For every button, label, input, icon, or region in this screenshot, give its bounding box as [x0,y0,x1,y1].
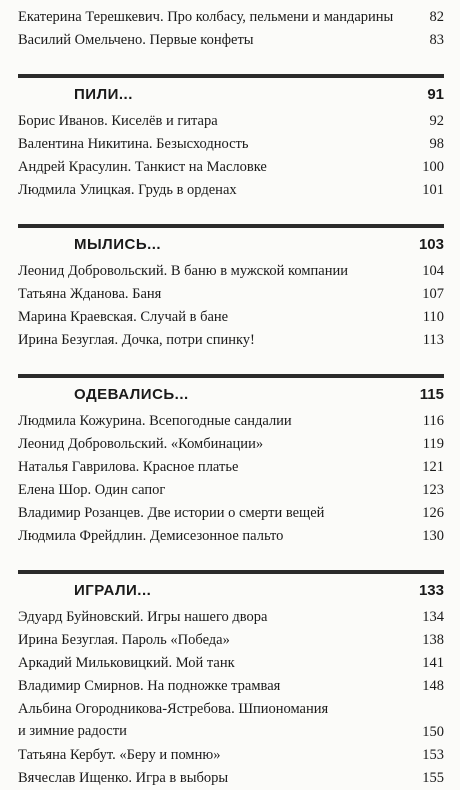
toc-entry [18,329,444,352]
entry-page: 153 [422,747,444,763]
toc-entry [18,156,444,179]
entry-title: Ирина Безуглая. Дочка, потри спинку! [18,332,255,348]
entry-page: 126 [422,505,444,521]
entry-title: Екатерина Терешкевич. Про колбасу, пельмени и мандарины [18,9,394,25]
entry-page: 101 [422,182,444,198]
toc-entry [18,744,444,767]
entry-page: 121 [422,459,444,475]
toc-entry [18,260,444,283]
section-header [18,374,444,410]
section-rule [18,224,444,228]
entry-title: Елена Шор. Один сапог [18,482,166,498]
toc-entry [18,675,444,698]
entry-page: 104 [422,263,444,279]
entry-page: 113 [422,332,444,348]
toc-entry [18,629,444,652]
entry-page: 141 [422,655,444,671]
section-spacer [18,52,444,74]
section-page: 91 [427,86,444,103]
toc-entry [18,306,444,329]
entry-title: Владимир Розанцев. Две истории о смерти вещей [18,505,325,521]
section-rule [18,74,444,78]
entry-page: 100 [422,159,444,175]
entry-title: Леонид Добровольский. В баню в мужской компании [18,263,348,279]
section-title: ПИЛИ... [74,86,133,103]
entry-page: 107 [422,286,444,302]
toc-entry [18,456,444,479]
entry-page: 119 [422,436,444,452]
section-header [18,224,444,260]
entry-page: 83 [429,32,444,48]
section-header [18,570,444,606]
toc-entry [18,133,444,156]
entry-title: Владимир Смирнов. На подножке трамвая [18,678,281,694]
toc-entry [18,410,444,433]
section-spacer [18,202,444,224]
entry-title: Аркадий Мильковицкий. Мой танк [18,655,235,671]
entry-title: Вячеслав Ищенко. Игра в выборы [18,770,229,786]
section-page: 133 [418,582,444,599]
section-header [18,74,444,110]
toc-entry [18,502,444,525]
entry-title: Людмила Фрейдлин. Демисезонное пальто [18,528,284,544]
section-spacer [18,352,444,374]
entry-page: 123 [422,482,444,498]
entry-title: Марина Краевская. Случай в бане [18,309,229,325]
entry-title: Андрей Красулин. Танкист на Масловке [18,159,267,175]
entry-title: Борис Иванов. Киселёв и гитара [18,113,218,129]
toc-entry [18,179,444,202]
entry-page: 155 [422,770,444,786]
toc-entry [18,606,444,629]
section-page: 103 [418,236,444,253]
entry-page: 130 [422,528,444,544]
entry-title: Татьяна Кербут. «Беру и помню» [18,747,221,763]
section-title: МЫЛИСЬ... [74,236,162,253]
toc-entry [18,29,444,52]
entry-page: 98 [429,136,444,152]
entry-page: 138 [422,632,444,648]
toc-entry [18,110,444,133]
entry-title: Эдуард Буйновский. Игры нашего двора [18,609,268,625]
entry-title: Татьяна Жданова. Баня [18,286,162,302]
entry-title: Валентина Никитина. Безысходность [18,136,249,152]
entry-title: Ирина Безуглая. Пароль «Победа» [18,632,230,648]
toc-entry [18,433,444,456]
section-rule [18,570,444,574]
entry-title: Леонид Добровольский. «Комбинации» [18,436,264,452]
entry-title: Альбина Огородникова-Ястребова. Шпиономания и зимние радости [18,701,329,739]
section-page: 115 [419,386,444,403]
entry-title: Василий Омельчено. Первые конфеты [18,32,254,48]
entry-page: 148 [422,678,444,694]
section-title: ИГРАЛИ... [74,582,152,599]
entry-page: 150 [422,724,444,740]
toc-entry [18,479,444,502]
entry-title: Наталья Гаврилова. Красное платье [18,459,239,475]
section-title: ОДЕВАЛИСЬ... [74,386,189,403]
section-spacer [18,548,444,570]
toc-entry [18,767,444,790]
entry-page: 110 [422,309,444,325]
entry-title: Людмила Улицкая. Грудь в орденах [18,182,237,198]
toc-entry [18,698,444,744]
toc-entry [18,652,444,675]
entry-page: 116 [422,413,444,429]
entry-title: Людмила Кожурина. Всепогодные сандалии [18,413,292,429]
section-rule [18,374,444,378]
toc-entry [18,6,444,29]
entry-page: 92 [429,113,444,129]
entry-page: 82 [429,9,444,25]
table-of-contents [18,6,444,790]
toc-entry [18,283,444,306]
entry-page: 134 [422,609,444,625]
toc-entry [18,525,444,548]
